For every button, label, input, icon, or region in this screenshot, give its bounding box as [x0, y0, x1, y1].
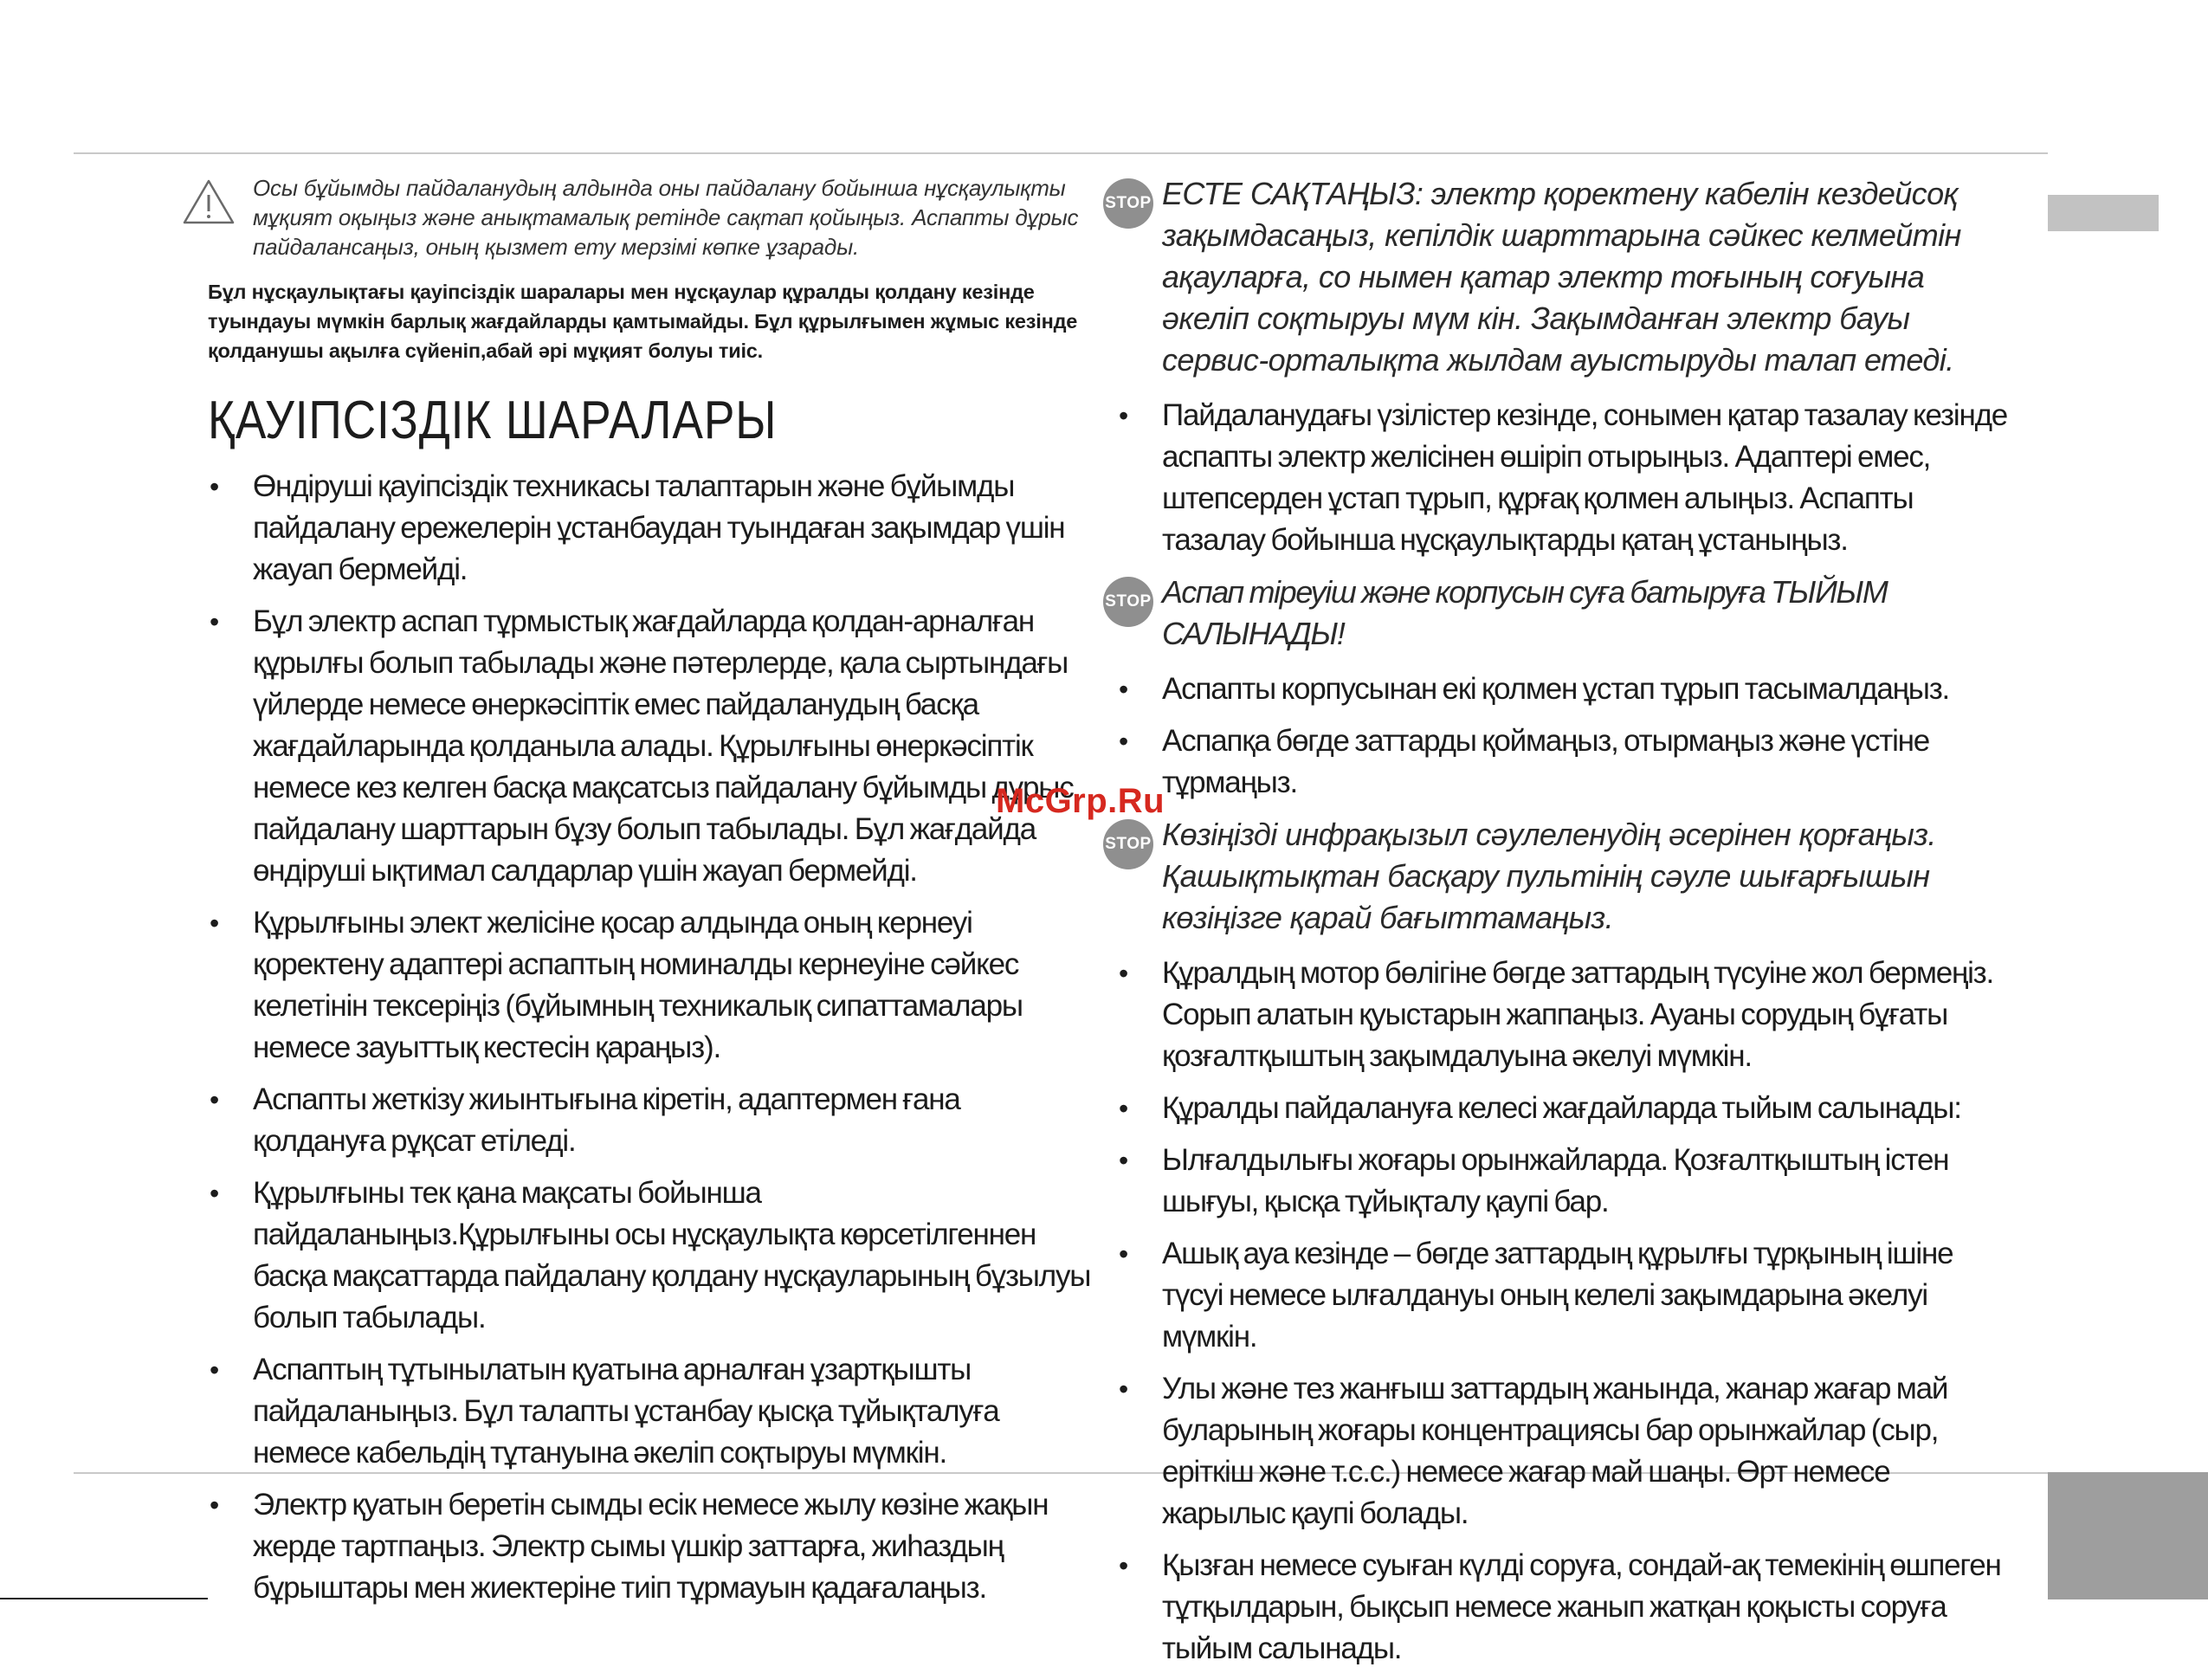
bullet-icon: • [210, 1084, 219, 1115]
list-item [1117, 1140, 2009, 1223]
list-item [1117, 1545, 2009, 1670]
list-item [1117, 720, 2009, 804]
stop-sign-icon: STOP [1103, 178, 1153, 229]
stop-note-text: Көзіңізді инфрақызыл сәулеленудің әсерінен қорғаңыз. Қашықтықтан басқару пультінің сәуле шығарғышын көзіңізге қарай бағыттамаңыз. [1162, 817, 1936, 935]
list-item [208, 1484, 1091, 1609]
list-item-text: Құрылғыны тек қана мақсаты бойынша пайдаланыңыз.Құрылғыны осы нұсқаулықта көрсетілгеннен басқа мақсаттарда пайдалану қолдану нұсқауларының бұзылуы болып табылады. [253, 1176, 1091, 1334]
warning-note [208, 173, 1091, 262]
stop-note-water [1105, 572, 2009, 655]
top-rule [74, 152, 2048, 154]
bold-disclaimer: Бұл нұсқаулықтағы қауіпсіздік шаралары мен нұсқаулар құралды қолдану кезінде туындауы мүмкін барлық жағдайларды қамтымайды. Бұл құрылғымен жұмыс кезінде қолданушы ақылға сүйеніп,абай әрі мұқият болуы тиіс. [208, 281, 1078, 362]
list-item-text: Қызған немесе суыған күлді соруға, сондай-ақ темекінің өшпеген тұтқылдарын, бықсып немесе жанып жатқан қоқысты соруға тыйым салынады. [1162, 1548, 2001, 1665]
list-item-text: Улы және тез жанғыш заттардың жанында, жанар жағар май буларының жоғары концентрациясы бар орынжайлар (сыр, еріткіш және т.с.с.) немесе жағар май шаңы. Өрт немесе жарылыс қаупі болады. [1162, 1372, 1948, 1530]
stop-note-cable [1105, 173, 2009, 381]
bullet-icon: • [1119, 1373, 1128, 1405]
bullet-icon: • [1119, 1550, 1128, 1581]
right-bullet-list-b [1117, 669, 2009, 804]
list-item [1117, 669, 2009, 710]
list-item [208, 902, 1091, 1069]
list-item-text: Аспапты корпусынан екі қолмен ұстап тұрып тасымалдаңыз. [1162, 672, 1950, 706]
bullet-icon: • [1119, 1238, 1128, 1270]
list-item [208, 601, 1091, 892]
bullet-icon: • [1119, 674, 1128, 705]
section-tab [2048, 195, 2159, 231]
list-item-text: Аспаптың тұтынылатын қуатына арналған ұзартқышты пайдаланыңыз. Бұл талапты ұстанбау қысқа тұйықталуға немесе кабельдің тұтануына әкеліп соқтыруы мүмкін. [253, 1353, 999, 1470]
list-item [208, 1173, 1091, 1339]
warning-triangle-icon [182, 178, 236, 225]
left-column [208, 173, 1091, 1619]
bullet-icon: • [1119, 1145, 1128, 1176]
warning-note-text: Осы бұйымды пайдаланудың алдында оны пайдалану бойынша нұсқаулықты мұқият оқыңыз және анықтамалық ретінде сақтап қойыңыз. Аспапты дұрыс пайдалансаңыз, оның қызмет ету мерзімі көпке ұзарады. [253, 175, 1079, 260]
bullet-icon: • [210, 606, 219, 637]
list-item [1117, 953, 2009, 1077]
bullet-icon: • [210, 471, 219, 502]
list-item [208, 1079, 1091, 1162]
list-item-text: Пайдаланудағы үзілістер кезінде, сонымен қатар тазалау кезінде аспапты электр желісінен өшіріп отырыңыз. Адаптері емес, штепсерден ұстап тұрып, құрғақ қолмен алыңыз. Аспапты тазалау бойынша нұсқаулықтарды қатаң ұстаныңыз. [1162, 398, 2008, 557]
bullet-icon: • [1119, 726, 1128, 757]
list-item-text: Құрылғыны элект желісіне қосар алдында оның кернеуі қоректену адаптері аспаптың номиналды кернеуіне сәйкес келетінін тексеріңіз (бұйымның техникалық сипаттамалары немесе зауыттық кестесін қараңыз). [253, 906, 1023, 1064]
stop-note-infrared [1105, 814, 2009, 939]
right-bullet-list-a [1117, 395, 2009, 561]
list-item-text: Ылғалдылығы жоғары орынжайларда. Қозғалтқыштың істен шығуы, қысқа тұйықталу қаупі бар. [1162, 1143, 1949, 1218]
bullet-icon: • [210, 908, 219, 939]
list-item-text: Ашық ауа кезінде – бөгде заттардың құрылғы тұрқының ішіне түсуі немесе ылғалдануы оның келелі зақымдарына әкелуі мүмкін. [1162, 1237, 1953, 1354]
left-bullet-list [208, 466, 1091, 1609]
list-item [208, 1349, 1091, 1474]
list-item [1117, 1233, 2009, 1358]
watermark: McGrp.Ru [996, 782, 1165, 820]
bullet-icon: • [210, 1354, 219, 1386]
list-item [208, 466, 1091, 591]
page-heading: ҚАУІПСІЗДІК ШАРАЛАРЫ [208, 391, 778, 450]
bullet-icon: • [210, 1178, 219, 1209]
stop-note-text: Аспап тіреуіш және корпусын суға батыруға ТЫЙЫМ САЛЫНАДЫ! [1162, 574, 1888, 651]
stop-sign-icon: STOP [1103, 819, 1153, 869]
list-item-text: Өндіруші қауіпсіздік техникасы талаптарын және бұйымды пайдалану ережелерін ұстанбаудан туындаған зақымдар үшін жауап бермейді. [253, 469, 1065, 586]
list-item-text: Электр қуатын беретін сымды есік немесе жылу көзіне жақын жерде тартпаңыз. Электр сымы үшкір заттарға, жиһаздың бұрыштары мен жиектеріне тиіп тұрмауын қадағалаңыз. [253, 1488, 1049, 1605]
list-item-text: Құралды пайдалануға келесі жағдайларда тыйым салынады: [1162, 1091, 1961, 1125]
bullet-icon: • [1119, 958, 1128, 989]
bullet-icon: • [1119, 1093, 1128, 1124]
list-item-text: Бұл электр аспап тұрмыстық жағдайларда қолдан-арналған құрылғы болып табылады және пәтерлерде, қала сыртындағы үйлерде немесе өнеркәсіптік емес пайдаланудың басқа жағдайларында қолданыла алады. Құрылғыны өнеркәсіптік немесе кез келген басқа мақсатсыз пайдалану бұйымды дұрыс пайдалану шарттарын бұзу болып табылады. Бұл жағдайда өндіруші ықтимал салдарлар үшін жауап бермейді. [253, 604, 1074, 888]
list-item [1117, 1368, 2009, 1535]
stop-note-text: ЕСТЕ САҚТАҢЫЗ: электр қоректену кабелін кездейсоқ зақымдасаңыз, кепілдік шарттарына сәйкес келмейтін ақауларға, со нымен қатар электр тоғының соғуына әкеліп соқтыруы мүм кін. Зақымданған электр бауы сервис-орталықта жылдам ауыстыруды талап етеді. [1162, 176, 1961, 378]
bullet-icon: • [1119, 400, 1128, 431]
list-item-text: Аспапты жеткізу жиынтығына кіретін, адаптермен ғана қолдануға рұқсат етіледі. [253, 1082, 960, 1158]
right-column [1105, 173, 2009, 1680]
list-item-text: Құралдың мотор бөлігіне бөгде заттардың түсуіне жол бермеңіз. Сорып алатын қуыстарын жаппаңыз. Ауаны сорудың бұғаты қозғалтқыштың зақымдалуына әкелуі мүмкін. [1162, 956, 1994, 1073]
right-bullet-list-c [1117, 953, 2009, 1670]
page-number-box [2048, 1472, 2208, 1599]
stop-sign-icon: STOP [1103, 577, 1153, 627]
list-item-text: Аспапқа бөгде заттарды қоймаңыз, отырмаңыз және үстіне тұрмаңыз. [1162, 724, 1930, 799]
list-item [1117, 395, 2009, 561]
bullet-icon: • [210, 1489, 219, 1521]
list-item [1117, 1088, 2009, 1129]
